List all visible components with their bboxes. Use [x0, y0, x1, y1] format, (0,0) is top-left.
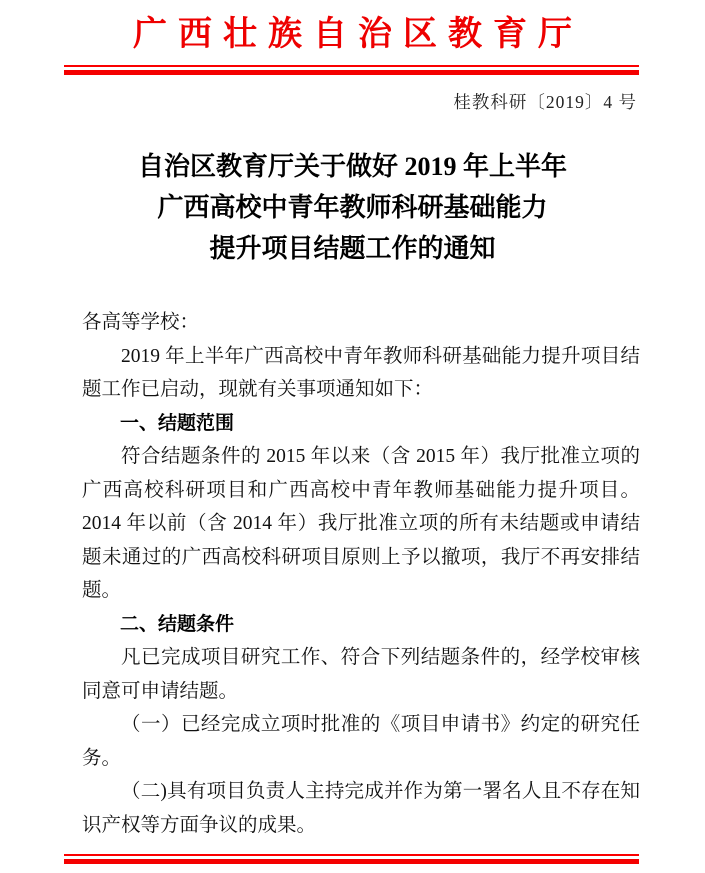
footer-red-rule — [64, 854, 639, 864]
section-1-paragraph: 符合结题条件的 2015 年以来（含 2015 年）我厅批准立项的广西高校科研项目和广西高校中青年教师基础能力提升项目。2014 年以前（含 2014 年）我厅批准立项的所有未结题或申请结题未通过的广西高校科研项目原则上予以撤项，我厅不再安排结题。 — [82, 446, 640, 601]
document-reference-number: 桂教科研〔2019〕4 号 — [453, 92, 637, 112]
condition-item-2: （二)具有项目负责人主持完成并作为第一署名人且不存在知识产权等方面争议的成果。 — [82, 781, 640, 836]
section-heading-1: 一、结题范围 — [120, 412, 235, 434]
intro-paragraph: 2019 年上半年广西高校中青年教师科研基础能力提升项目结题工作已启动，现就有关事项通知如下： — [82, 345, 640, 400]
document-title-line-1: 自治区教育厅关于做好 2019 年上半年 — [137, 152, 567, 181]
salutation: 各高等学校： — [82, 312, 200, 333]
document-title-line-2: 广西高校中青年教师科研基础能力 — [157, 193, 548, 222]
section-2-paragraph: 凡已完成项目研究工作、符合下列结题条件的，经学校审核同意可申请结题。 — [82, 647, 640, 702]
document-title-line-3: 提升项目结题工作的通知 — [209, 234, 496, 263]
section-heading-2: 二、结题条件 — [120, 613, 235, 635]
document-body — [82, 306, 640, 842]
footer-rule-thick-line — [64, 859, 639, 864]
header-red-rule — [64, 65, 639, 75]
document-title — [0, 146, 705, 269]
condition-item-1: （一）已经完成立项时批准的《项目申请书》约定的研究任务。 — [82, 714, 640, 769]
header-rule-thick-line — [64, 70, 639, 75]
agency-letterhead: 广西壮族自治区教育厅 — [133, 16, 583, 53]
